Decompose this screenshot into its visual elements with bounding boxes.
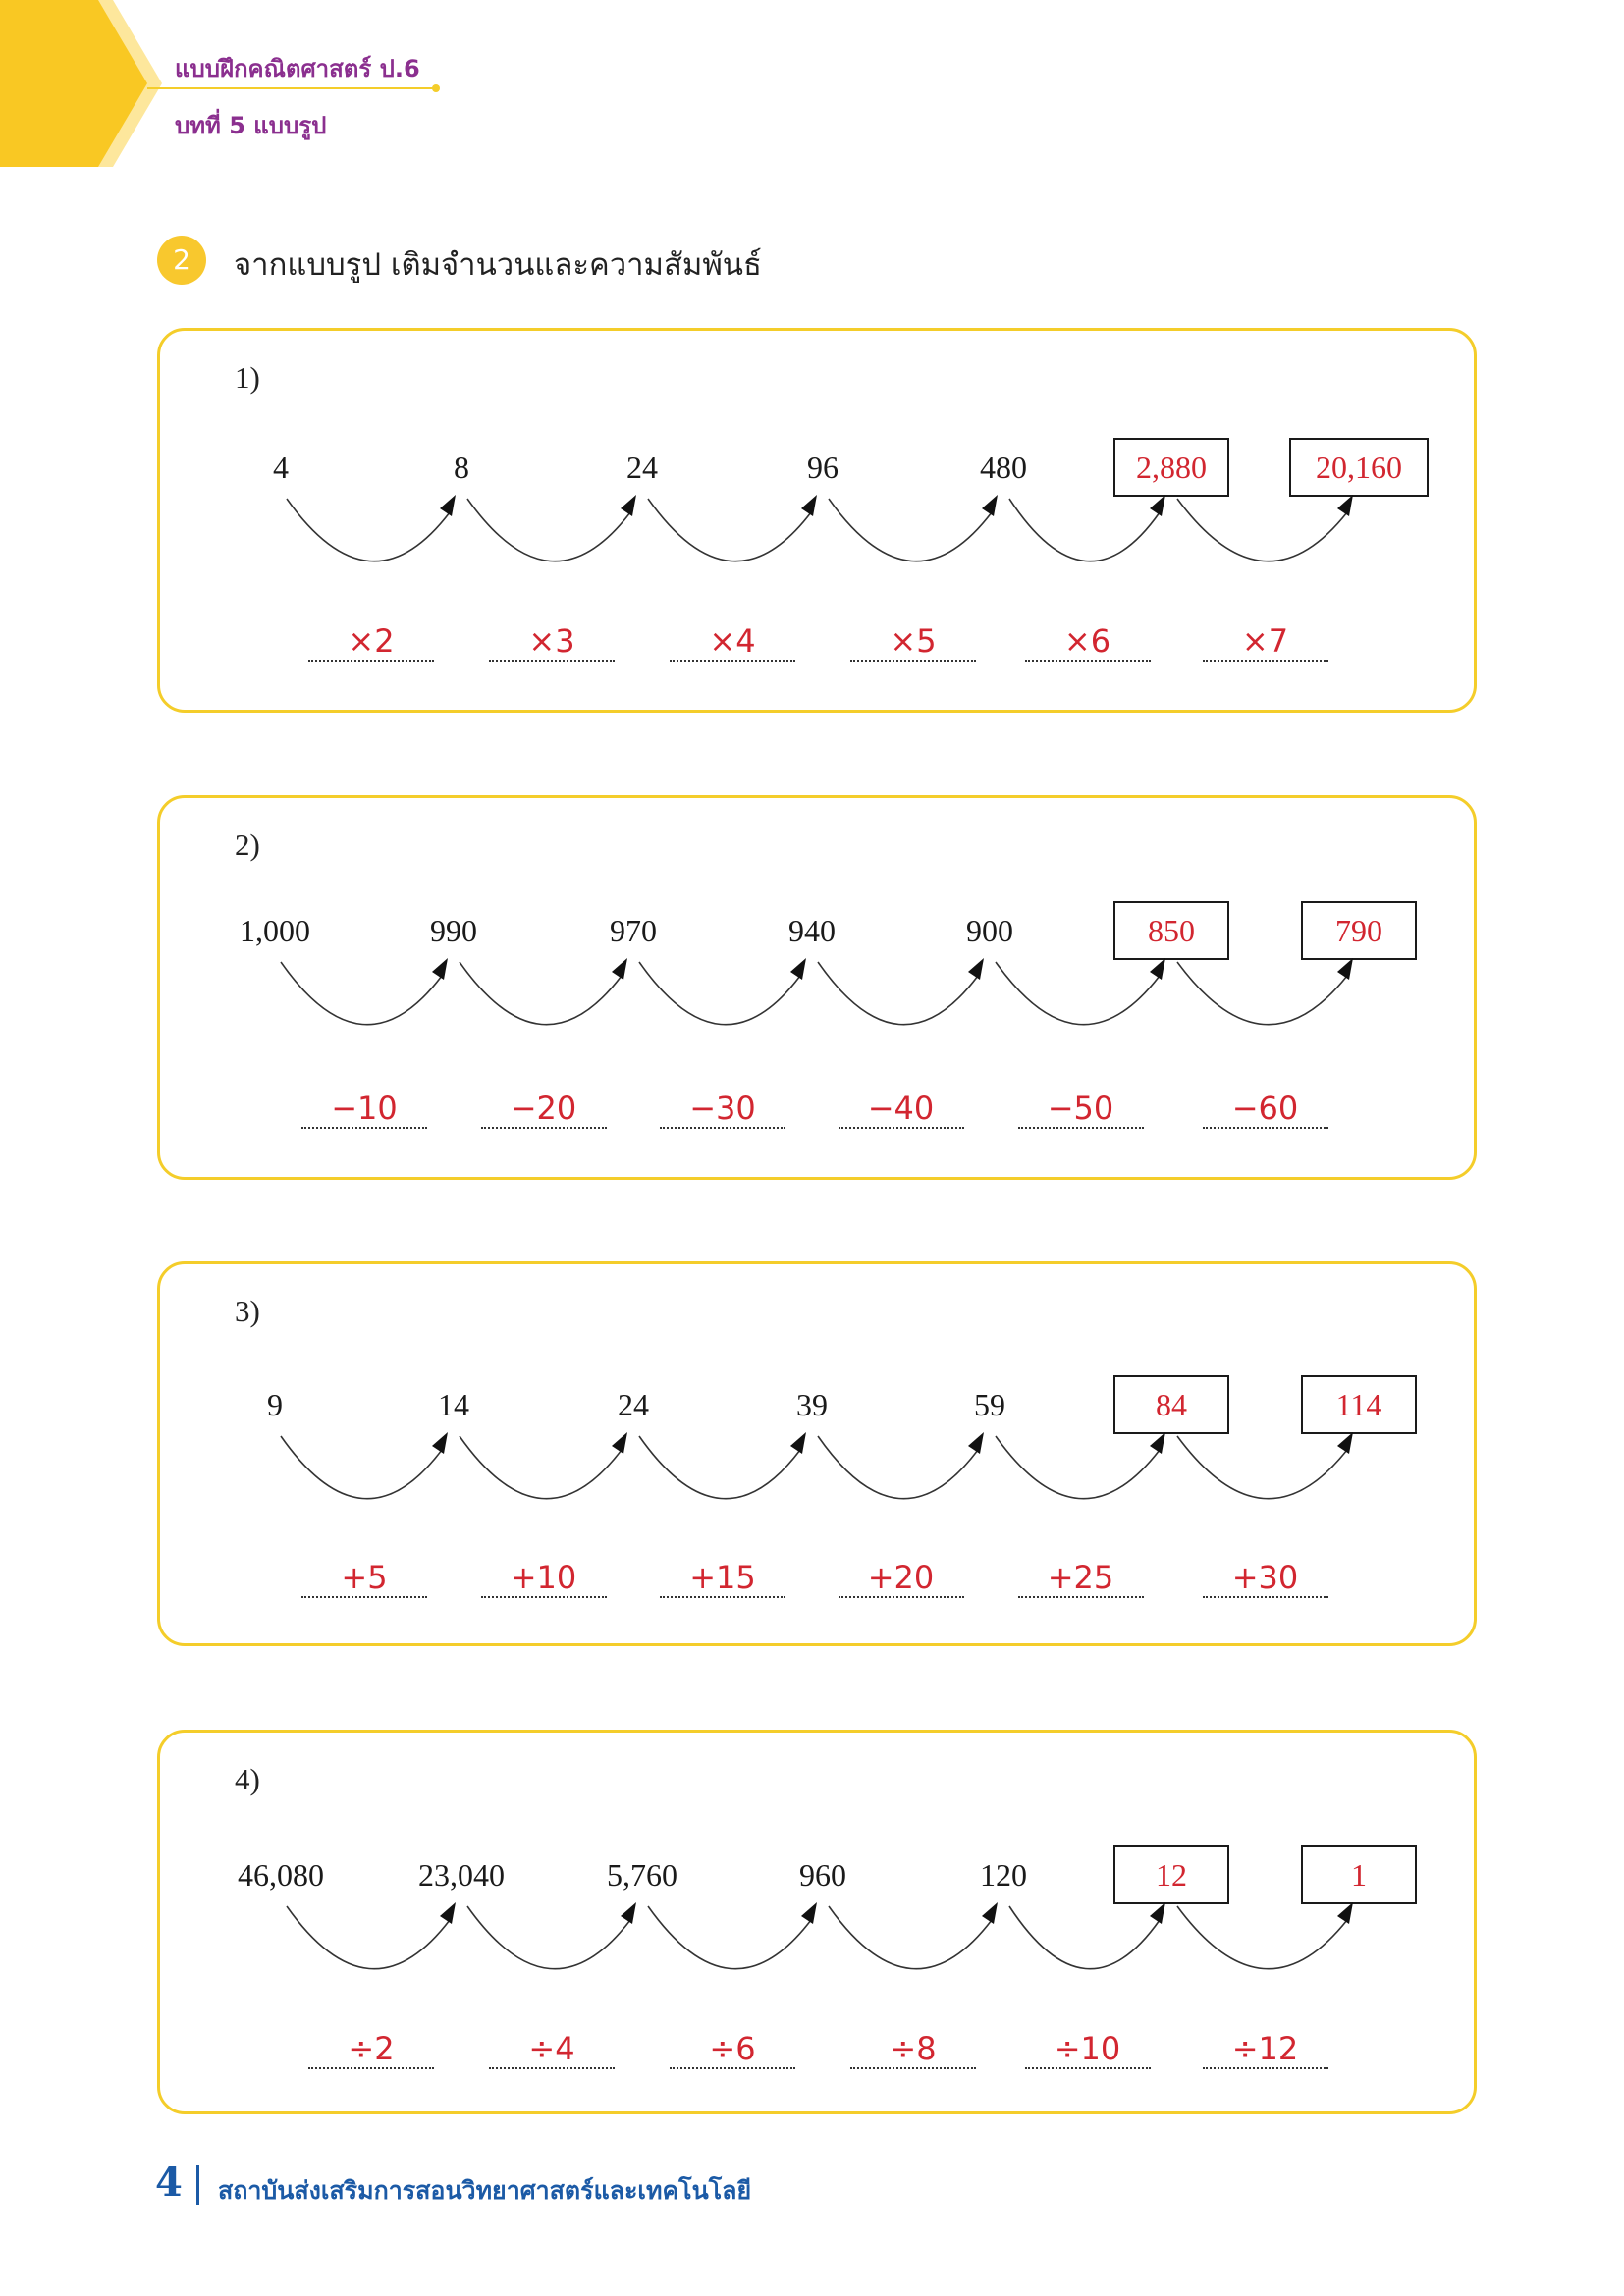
- sequence-term: 4: [273, 450, 289, 485]
- relation-answer[interactable]: −40: [839, 1092, 964, 1129]
- relation-answer[interactable]: +30: [1203, 1561, 1328, 1598]
- arrow-head-icon: [982, 1902, 998, 1924]
- answer-box[interactable]: 84: [1113, 1375, 1229, 1434]
- relation-answer[interactable]: ×4: [670, 624, 795, 662]
- answer-box[interactable]: 114: [1301, 1375, 1417, 1434]
- relation-answer[interactable]: −30: [660, 1092, 785, 1129]
- sequence-term: 8: [454, 450, 469, 485]
- arrow-head-icon: [1337, 1902, 1353, 1924]
- relation-answer[interactable]: −60: [1203, 1092, 1328, 1129]
- sequence-term: 5,760: [607, 1857, 677, 1893]
- arrow-head-icon: [1150, 1902, 1165, 1924]
- relation-answer[interactable]: ×3: [489, 624, 615, 662]
- sequence-term: 960: [799, 1857, 846, 1893]
- answer-box[interactable]: 850: [1113, 901, 1229, 960]
- sequence-term: 14: [438, 1387, 469, 1422]
- sequence-term: 990: [430, 913, 477, 948]
- arc-arrow: [1009, 1906, 1160, 1969]
- sequence-term: 900: [966, 913, 1013, 948]
- relation-answer[interactable]: −50: [1018, 1092, 1144, 1129]
- arrow-head-icon: [801, 1902, 817, 1924]
- relation-answer[interactable]: +15: [660, 1561, 785, 1598]
- relation-answer[interactable]: +5: [301, 1561, 427, 1598]
- relation-answer[interactable]: −10: [301, 1092, 427, 1129]
- relation-answer[interactable]: +25: [1018, 1561, 1144, 1598]
- answer-box[interactable]: 12: [1113, 1845, 1229, 1904]
- relation-answer[interactable]: +10: [481, 1561, 607, 1598]
- question-instruction: จากแบบรูป เติมจำนวนและความสัมพันธ์: [234, 247, 762, 283]
- relation-answer[interactable]: ×2: [308, 624, 434, 662]
- sequence-term: 46,080: [238, 1857, 324, 1893]
- relation-answer[interactable]: ×7: [1203, 624, 1328, 662]
- relation-answer[interactable]: ÷4: [489, 2032, 615, 2069]
- relation-answer[interactable]: ×6: [1025, 624, 1151, 662]
- relation-answer[interactable]: ÷8: [850, 2032, 976, 2069]
- sequence-term: 480: [980, 450, 1027, 485]
- sequence-term: 96: [807, 450, 839, 485]
- sequence-term: 9: [267, 1387, 283, 1422]
- answer-box[interactable]: 790: [1301, 901, 1417, 960]
- sequence-term: 120: [980, 1857, 1027, 1893]
- sequence-term: 59: [974, 1387, 1005, 1422]
- arc-arrow: [648, 1906, 811, 1969]
- sequence-term: 1,000: [240, 913, 310, 948]
- arrow-head-icon: [440, 1902, 456, 1924]
- answer-box[interactable]: 1: [1301, 1845, 1417, 1904]
- sequence-term: 970: [610, 913, 657, 948]
- sequence-term: 940: [788, 913, 836, 948]
- arc-arrow: [829, 1906, 992, 1969]
- problem-label: 2): [235, 828, 260, 862]
- relation-answer[interactable]: ÷6: [670, 2032, 795, 2069]
- relation-answer[interactable]: +20: [839, 1561, 964, 1598]
- arc-arrow: [287, 1906, 450, 1969]
- problem-label: 4): [235, 1762, 260, 1796]
- question-number-badge: 2: [157, 236, 206, 285]
- sequence-term: 39: [796, 1387, 828, 1422]
- relation-answer[interactable]: ÷12: [1203, 2032, 1328, 2069]
- publisher-name: สถาบันส่งเสริมการสอนวิทยาศาสตร์และเทคโนโลยี: [218, 2176, 752, 2205]
- arc-arrow: [1177, 1906, 1347, 1969]
- sequence-term: 24: [626, 450, 658, 485]
- answer-box[interactable]: 2,880: [1113, 438, 1229, 497]
- relation-answer[interactable]: ÷2: [308, 2032, 434, 2069]
- arrow-head-icon: [621, 1902, 636, 1924]
- sequence-term: 23,040: [418, 1857, 505, 1893]
- relation-answer[interactable]: ÷10: [1025, 2032, 1151, 2069]
- answer-box[interactable]: 20,160: [1289, 438, 1429, 497]
- sequence-term: 24: [618, 1387, 649, 1422]
- arc-arrow: [467, 1906, 630, 1969]
- book-title: แบบฝึกคณิตศาสตร์ ป.6: [175, 55, 420, 82]
- chapter-title: บทที่ 5 แบบรูป: [175, 112, 327, 139]
- problem-label: 3): [235, 1294, 260, 1328]
- relation-answer[interactable]: ×5: [850, 624, 976, 662]
- page-number: 4: [155, 2160, 183, 2206]
- problem-label: 1): [235, 360, 260, 395]
- relation-answer[interactable]: −20: [481, 1092, 607, 1129]
